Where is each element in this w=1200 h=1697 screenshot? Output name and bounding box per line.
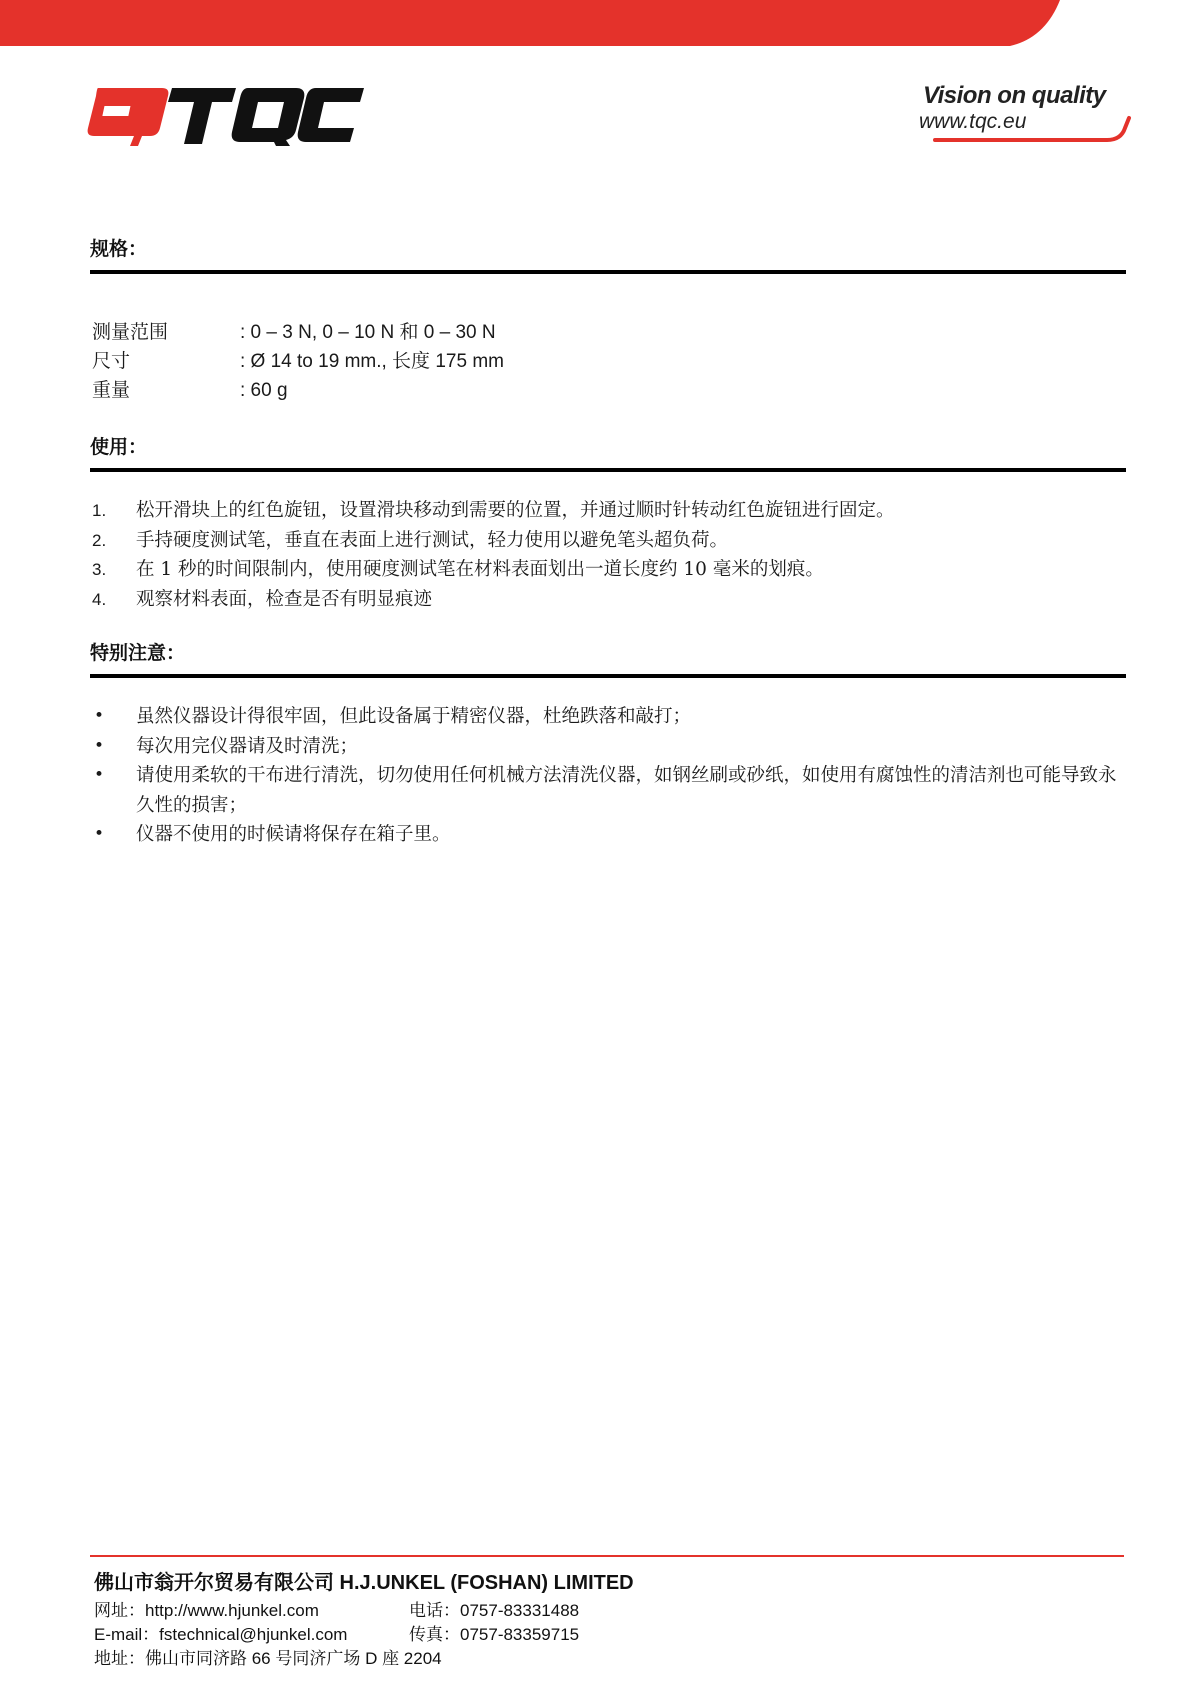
logo-lettering [168,88,364,146]
section-divider [90,468,1126,472]
list-number: 4. [92,589,107,609]
website-url[interactable]: www.tqc.eu [919,110,1027,133]
spec-table [92,318,504,405]
spec-value: : 60 g [240,380,288,401]
section-divider [90,674,1126,678]
list-item [92,761,1126,820]
logo-mark-icon [88,88,169,146]
usage-list [92,496,1122,614]
footer-fax: 传真：0757-83359715 [409,1625,580,1644]
specs-title: 规格： [90,238,148,260]
section-divider [90,270,1126,274]
list-item-text: 每次用完仪器请及时清洗； [136,735,359,757]
tqc-logo [84,80,364,152]
list-item [92,820,1126,850]
bullet-icon: • [94,706,105,726]
list-item [92,732,1126,762]
list-item-text: 松开滑块上的红色旋钮，设置滑块移动到需要的位置，并通过顺时针转动红色旋钮进行固定。 [136,500,895,521]
top-red-band [0,0,1200,48]
notes-title: 特别注意： [90,642,186,664]
list-item [92,496,1122,526]
footer-row [94,1599,634,1623]
spec-value: : 0 – 3 N, 0 – 10 N 和 0 – 30 N [240,322,496,343]
tagline-block [915,82,1135,152]
list-number: 3. [92,560,107,579]
footer-divider [90,1555,1124,1557]
usage-section [90,432,1126,472]
footer-row [94,1623,634,1647]
spec-row [92,376,504,405]
list-item-text: 仪器不使用的时候请将保存在箱子里。 [136,824,451,845]
spec-row [92,318,504,347]
footer-email[interactable]: E-mail：fstechnical@hjunkel.com [94,1625,348,1644]
list-item-text: 虽然仪器设计得很牢固，但此设备属于精密仪器，杜绝跌落和敲打； [136,706,692,727]
tagline-text: Vision on quality [923,82,1106,109]
notes-section [90,638,1126,678]
list-item-text: 观察材料表面，检查是否有明显痕迹 [136,588,433,610]
bullet-icon: • [94,765,105,785]
list-number: 2. [92,530,107,550]
list-item [92,555,1122,585]
bullet-icon: • [94,824,105,844]
list-item-text: 请使用柔软的干布进行清洗，切勿使用任何机械方法清洗仪器，如钢丝刷或砂纸，如使用有腐蚀性的清洁剂也可能导致永久性的损害； [136,765,1117,816]
list-item [92,702,1126,732]
bullet-icon: • [94,735,105,756]
footer-website[interactable]: 网址：http://www.hjunkel.com [94,1601,319,1620]
list-number: 1. [92,501,107,520]
list-item-text: 手持硬度测试笔，垂直在表面上进行测试，轻力使用以避免笔头超负荷。 [136,529,729,551]
spec-label: 测量范围 [92,321,169,343]
footer [94,1567,634,1671]
list-item [92,526,1122,556]
footer-phone: 电话：0757-83331488 [409,1601,580,1620]
specs-section [90,234,1126,274]
list-item [92,585,1122,615]
spec-label: 尺寸 [92,350,131,372]
notes-list [92,702,1126,850]
usage-title: 使用： [90,436,148,458]
footer-address: 地址：佛山市同济路 66 号同济广场 D 座 2204 [94,1649,442,1668]
spec-row [92,347,504,376]
spec-label: 重量 [92,379,131,401]
footer-company-name: 佛山市翁开尔贸易有限公司 H.J.UNKEL (FOSHAN) LIMITED [94,1572,634,1594]
spec-value: : Ø 14 to 19 mm., 长度 175 mm [240,351,504,372]
list-item-text: 在 1 秒的时间限制内，使用硬度测试笔在材料表面划出一道长度约 10 毫米的划痕。 [136,559,824,580]
